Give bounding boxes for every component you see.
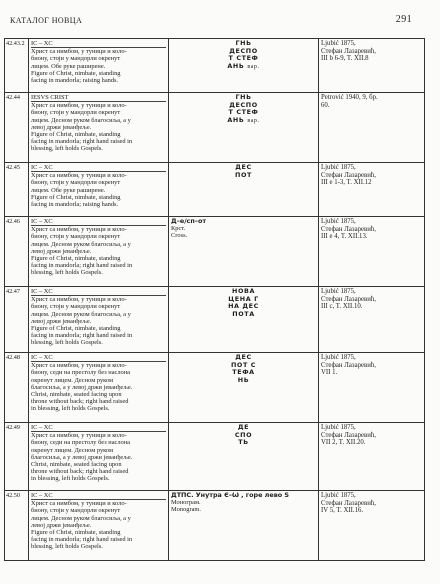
legend-line [171, 439, 316, 447]
obverse-line: facing in mandorla; right hand raised in [31, 262, 133, 270]
obverse-line: благосиља, а у левој држи јеванђеље. [31, 453, 133, 461]
obverse-inscription: IC – XC [31, 40, 166, 48]
obverse-line: биону, стоји у мандорли окренут [31, 55, 121, 63]
reverse-legend [171, 40, 316, 71]
reference-line: Стефан Лазаревић, [321, 171, 376, 179]
obverse-description [29, 353, 169, 423]
reverse-text [171, 492, 316, 514]
legend-line [171, 63, 316, 72]
reverse-legend [171, 164, 316, 179]
catalog-row [5, 163, 425, 217]
legend-line [171, 117, 316, 126]
catalog-row [5, 217, 425, 287]
legend-text: Т СТЕФ [228, 54, 259, 63]
catalog-number: 42.48 [5, 353, 29, 423]
legend-text: ДЕСПО [229, 100, 258, 109]
reverse-description [169, 217, 319, 287]
obverse-line: лицем. Десном руком благосиља, а у [31, 116, 131, 124]
obverse-description [29, 287, 169, 353]
reference-line: Стефан Лазаревић, [321, 295, 376, 303]
reference-line: Ljubić 1875, [321, 40, 356, 47]
literature-reference [319, 163, 425, 217]
obverse-line: Figure of Christ, nimbate, standing [31, 255, 121, 263]
legend-line [171, 172, 316, 180]
reverse-description [169, 93, 319, 163]
literature-reference [319, 491, 425, 561]
legend-text: ГНЬ [235, 93, 252, 101]
reference-line: Ljubić 1875, [321, 492, 356, 499]
legend-variant: вар. [247, 63, 260, 70]
legend-text: НА ДЕС [228, 302, 259, 311]
obverse-line: Христ са нимбом, у туници и коло- [31, 296, 127, 304]
obverse-line: Христ са нимбом, у туници и коло- [31, 102, 127, 110]
obverse-line: Христ са нимбом, у туници и коло- [31, 172, 127, 180]
legend-text: ДЕ [237, 423, 250, 431]
literature-reference [319, 93, 425, 163]
obverse-line: facing in mandorla; right hand raised in [31, 332, 133, 340]
obverse-line: биону, стоји у мандорли окренут [31, 109, 121, 117]
legend-text: ТЬ [238, 438, 249, 447]
legend-text: ПОТА [232, 309, 255, 318]
reverse-description [169, 287, 319, 353]
obverse-line: левој држи јеванђеље. [31, 521, 92, 529]
literature-reference [319, 39, 425, 93]
reverse-line: Монограм. [171, 499, 201, 507]
obverse-line: Figure of Christ, nimbate, standing [31, 529, 121, 537]
legend-text: Т СТЕФ [228, 108, 259, 117]
reference-line: Ljubić 1875, [321, 218, 356, 225]
obverse-line: throne without back; right hand raised [31, 398, 129, 406]
legend-text: ПОТ С [230, 360, 257, 369]
obverse-inscription: IC – XC [31, 354, 166, 362]
legend-line [171, 377, 316, 385]
obverse-line: Figure of Christ, nimbate, standing [31, 69, 121, 77]
obverse-inscription: IC – XC [31, 218, 166, 226]
obverse-description [29, 163, 169, 217]
obverse-inscription: IC – XC [31, 424, 166, 432]
reverse-legend [171, 424, 316, 447]
obverse-description [29, 491, 169, 561]
reference-line: VII 2, T. XII.20. [321, 439, 366, 447]
reference-line: Petrović 1940, 9, бр. [321, 94, 378, 101]
obverse-line: биону, стоји у мандорли окренут [31, 233, 121, 241]
reverse-line: Крст. [171, 225, 186, 233]
obverse-line: throne without back; right hand raised [31, 468, 129, 476]
catalog-body [5, 39, 425, 561]
catalog-number: 42.47 [5, 287, 29, 353]
obverse-line: Христ са нимбом, у туници и коло- [31, 226, 127, 234]
reverse-line: Monogram. [171, 506, 201, 514]
obverse-line: Христ са нимбом, у туници и коло- [31, 48, 127, 56]
reference-line: III e 1-3, T. XII.12 [321, 179, 372, 187]
running-title: КАТАЛОГ НОВЦА [10, 16, 83, 25]
legend-text: ГНЬ [235, 39, 252, 47]
reverse-description [169, 163, 319, 217]
reverse-line: Cross. [171, 232, 188, 240]
catalog-number: 42.46 [5, 217, 29, 287]
reverse-legend [171, 94, 316, 125]
obverse-line: Christ, nimbate, seated facing upon [31, 461, 122, 469]
reference-line: Ljubić 1875, [321, 424, 356, 431]
reference-line: VII 1. [321, 369, 338, 377]
reverse-description [169, 39, 319, 93]
obverse-line: лицем. Десном руком благосиља, а у [31, 514, 131, 522]
obverse-description [29, 93, 169, 163]
reverse-legend [171, 288, 316, 318]
obverse-line: Christ, nimbate, seated facing upon [31, 391, 122, 399]
catalog-number: 42.43.2 [5, 39, 29, 93]
legend-text: ДЕСПО [229, 46, 258, 55]
reference-line: Стефан Лазаревић, [321, 225, 376, 233]
legend-text: ПОТ [235, 170, 252, 179]
reverse-text [171, 218, 316, 240]
legend-text: НЬ [237, 375, 250, 384]
obverse-line: blessing, left holds Gospels. [31, 145, 103, 153]
legend-text: ТЕФА [232, 368, 255, 377]
obverse-line: лицем. Десном руком благосиља, а у [31, 240, 131, 248]
obverse-line: Христ са нимбом, у туници и коло- [31, 500, 127, 508]
reference-line: Стефан Лазаревић, [321, 361, 376, 369]
legend-text: ЦЕНА Г [228, 294, 259, 303]
obverse-description [29, 217, 169, 287]
literature-reference [319, 353, 425, 423]
legend-text: СПО [234, 430, 253, 439]
legend-text: АНЬ [227, 115, 245, 124]
obverse-inscription: IC – XC [31, 164, 166, 172]
obverse-line: левој држи јеванђеље. [31, 317, 92, 325]
obverse-line: facing in mandorla; right hand raised in [31, 536, 133, 544]
obverse-line: Figure of Christ, nimbate, standing [31, 193, 121, 201]
reference-line: III e 4, T. XII.13. [321, 233, 368, 241]
legend-line [171, 311, 316, 319]
literature-reference [319, 287, 425, 353]
obverse-line: лицем. Обе руке раширене. [31, 186, 106, 194]
obverse-line: blessing, left holds Gospels. [31, 339, 103, 347]
obverse-inscription: IC – XC [31, 288, 166, 296]
catalog-row [5, 491, 425, 561]
obverse-line: биону, седи на престолу без наслона [31, 369, 131, 377]
obverse-line: окренут лицем. Десном руком [31, 376, 114, 384]
reference-line: IV 5, T. XII.16. [321, 507, 364, 515]
reference-line: Стефан Лазаревић, [321, 499, 376, 507]
reference-line: III c, T. XII.10. [321, 303, 363, 311]
catalog-number: 42.44 [5, 93, 29, 163]
reverse-description [169, 423, 319, 491]
obverse-line: blessing, left holds Gospels. [31, 543, 103, 551]
obverse-line: лицем. Обе руке раширене. [31, 62, 106, 70]
obverse-line: Христ са нимбом, у туници и коло- [31, 362, 127, 370]
obverse-line: биону, седи на престолу без наслона [31, 439, 131, 447]
obverse-inscription: IC – XC [31, 492, 166, 500]
reference-line: 60. [321, 101, 330, 109]
obverse-line: благосиља, а у левој држи јеванђеље. [31, 383, 133, 391]
reference-line: Ljubić 1875, [321, 354, 356, 361]
catalog-number: 42.50 [5, 491, 29, 561]
catalog-row [5, 39, 425, 93]
obverse-line: левој држи јеванђеље. [31, 123, 92, 131]
catalog-row [5, 287, 425, 353]
obverse-line: facing in mandorla; raising hands. [31, 77, 119, 85]
obverse-line: биону, стоји у мандорли окренут [31, 179, 121, 187]
catalog-row [5, 423, 425, 491]
obverse-line: лицем. Десном руком благосиља, а у [31, 310, 131, 318]
reverse-legend [171, 354, 316, 384]
page-number: 291 [395, 14, 412, 25]
obverse-line: in blessing, left holds Gospels. [31, 405, 110, 413]
legend-text: ДЕС [235, 163, 252, 171]
reference-line: Ljubić 1875, [321, 288, 356, 295]
obverse-description [29, 39, 169, 93]
legend-text: НОВА [232, 287, 255, 295]
legend-text: АНЬ [227, 61, 245, 70]
obverse-line: Figure of Christ, nimbate, standing [31, 131, 121, 139]
legend-text: ДЕС [235, 353, 252, 361]
reverse-inscription: Д–е/сп–от [171, 217, 207, 225]
reverse-inscription: ДТПС. Унутра Є–Ѡ , горе лево S [171, 491, 289, 499]
obverse-line: facing in mandorla; right hand raised in [31, 138, 133, 146]
reference-line: Стефан Лазаревић, [321, 47, 376, 55]
coin-catalog-table [4, 38, 425, 561]
obverse-inscription: IESVS CRIST [31, 94, 166, 102]
obverse-line: in blessing, left holds Gospels. [31, 475, 110, 483]
obverse-line: окренут лицем. Десном руком [31, 446, 114, 454]
obverse-line: биону, стоји у мандорли окренут [31, 507, 121, 515]
obverse-line: blessing, left holds Gospels. [31, 269, 103, 277]
catalog-number: 42.49 [5, 423, 29, 491]
obverse-line: биону, стоји у мандорли окренут [31, 303, 121, 311]
catalog-number: 42.45 [5, 163, 29, 217]
reverse-description [169, 491, 319, 561]
literature-reference [319, 423, 425, 491]
reference-line: Стефан Лазаревић, [321, 431, 376, 439]
literature-reference [319, 217, 425, 287]
catalog-row [5, 353, 425, 423]
obverse-line: Христ са нимбом, у туници и коло- [31, 432, 127, 440]
obverse-description [29, 423, 169, 491]
catalog-row [5, 93, 425, 163]
obverse-line: facing in mandorla; raising hands. [31, 201, 119, 209]
obverse-line: Figure of Christ, nimbate, standing [31, 325, 121, 333]
reference-line: III b 6-9, T. XII.8 [321, 55, 369, 63]
reverse-description [169, 353, 319, 423]
legend-variant: вар. [247, 117, 260, 124]
page-header [10, 14, 412, 28]
obverse-line: левој држи јеванђеље. [31, 247, 92, 255]
reference-line: Ljubić 1875, [321, 164, 356, 171]
